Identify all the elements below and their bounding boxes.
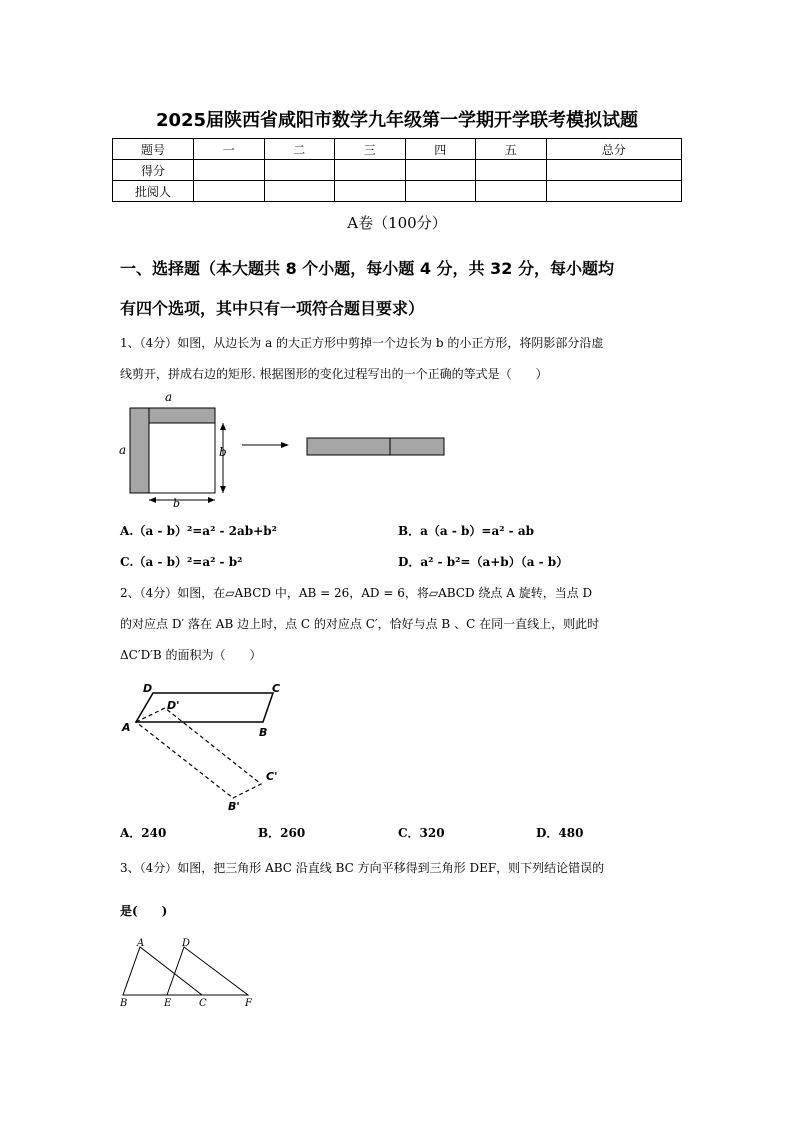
q2-text-line3: ΔC′D′B 的面积为（ ） [120,648,262,662]
q2-option-a[interactable]: A．240 [120,826,167,840]
arrowhead-icon [149,497,156,503]
score-cell [264,160,335,181]
score-table-header: 四 [405,139,476,160]
arrow-right-icon [281,442,289,448]
q3-text-line1: 3、（4分）如图，把三角形 ABC 沿直线 BC 方向平移得到三角形 DEF，则下列结论错误的 [120,861,605,875]
q1-figure [115,390,455,510]
page-title: 2025届陕西省咸阳市数学九年级第一学期开学联考模拟试题 [155,110,639,131]
parallelogram-abcd [136,693,273,722]
score-table-row [113,181,682,202]
section1-heading-line2: 有四个选项，其中只有一项符合题目要求） [120,299,425,318]
label-b-prime: B' [228,800,240,813]
score-table-header-row [113,139,682,160]
shaded-top-strip [149,408,215,423]
score-cell [194,181,265,202]
section1-heading-line1: 一、选择题（本大题共 8 个小题，每小题 4 分，共 32 分，每小题均 [120,259,614,278]
label-c-prime: C' [266,770,278,783]
q1-option-b[interactable]: B．a（a - b）=a² - ab [398,524,535,538]
score-cell [335,160,406,181]
q2-text-line2: 的对应点 D′ 落在 AB 边上时，点 C 的对应点 C′，恰好与点 B 、C 在同一直线上，则此时 [120,617,600,631]
section-a-heading: A卷（100分） [347,214,447,232]
q2-option-b[interactable]: B．260 [258,826,306,840]
label-b: B [120,998,128,1009]
q2-figure [115,678,300,813]
q1-option-a[interactable]: A.（a - b）²=a² - 2ab+b² [120,524,277,538]
score-table-row [113,160,682,181]
score-cell [546,160,682,181]
score-table-header: 一 [194,139,265,160]
score-cell [546,181,682,202]
triangle-def [167,947,248,995]
arrowhead-icon [220,486,226,493]
score-cell [405,181,476,202]
score-table-header: 三 [335,139,406,160]
q1-option-d[interactable]: D．a² - b²=（a+b）（a - b） [398,555,569,569]
label-a-left: a [119,443,127,457]
label-f: F [245,998,252,1009]
score-cell [264,181,335,202]
score-table-header: 题号 [113,139,194,160]
q1-text-line1: 1、（4分）如图，从边长为 a 的大正方形中剪掉一个边长为 b 的小正方形，将阴影部分沿虚 [120,336,604,350]
label-c: C [272,682,281,695]
label-e: E [164,998,172,1009]
q2-text-line1: 2、（4分）如图，在▱ABCD 中，AB = 26，AD = 6，将▱ABCD 绕点 A 旋转，当点 D [120,586,593,600]
label-b-bottom: b [173,497,181,510]
result-rectangle [307,438,444,455]
q1-option-c[interactable]: C.（a - b）²=a² - b² [120,555,243,569]
score-cell [194,160,265,181]
score-table-header: 总分 [546,139,682,160]
label-b-right: b [219,445,227,459]
score-table-row-label: 批阅人 [113,181,194,202]
label-d: D [143,682,153,695]
shaded-left-strip [130,408,149,493]
label-d-prime: D' [167,699,180,712]
label-a: A [122,721,131,734]
score-cell [476,181,547,202]
q1-text-line2: 线剪开，拼成右边的矩形. 根据图形的变化过程写出的一个正确的等式是（ ） [120,367,548,381]
score-cell [335,181,406,202]
label-b: B [259,726,268,739]
arrowhead-icon [220,423,226,430]
q3-text-line2: 是( ) [120,904,168,918]
score-cell [476,160,547,181]
label-c: C [199,998,207,1009]
label-d: D [182,938,191,949]
score-table-row-label: 得分 [113,160,194,181]
q2-option-d[interactable]: D．480 [536,826,584,840]
q2-option-c[interactable]: C．320 [398,826,445,840]
q3-figure [115,935,265,1010]
score-table-header: 二 [264,139,335,160]
label-a-top: a [165,390,173,404]
score-table [112,138,682,202]
score-cell [405,160,476,181]
arrowhead-icon [208,497,215,503]
triangle-abc [123,947,202,995]
score-table-header: 五 [476,139,547,160]
label-a: A [137,938,145,949]
